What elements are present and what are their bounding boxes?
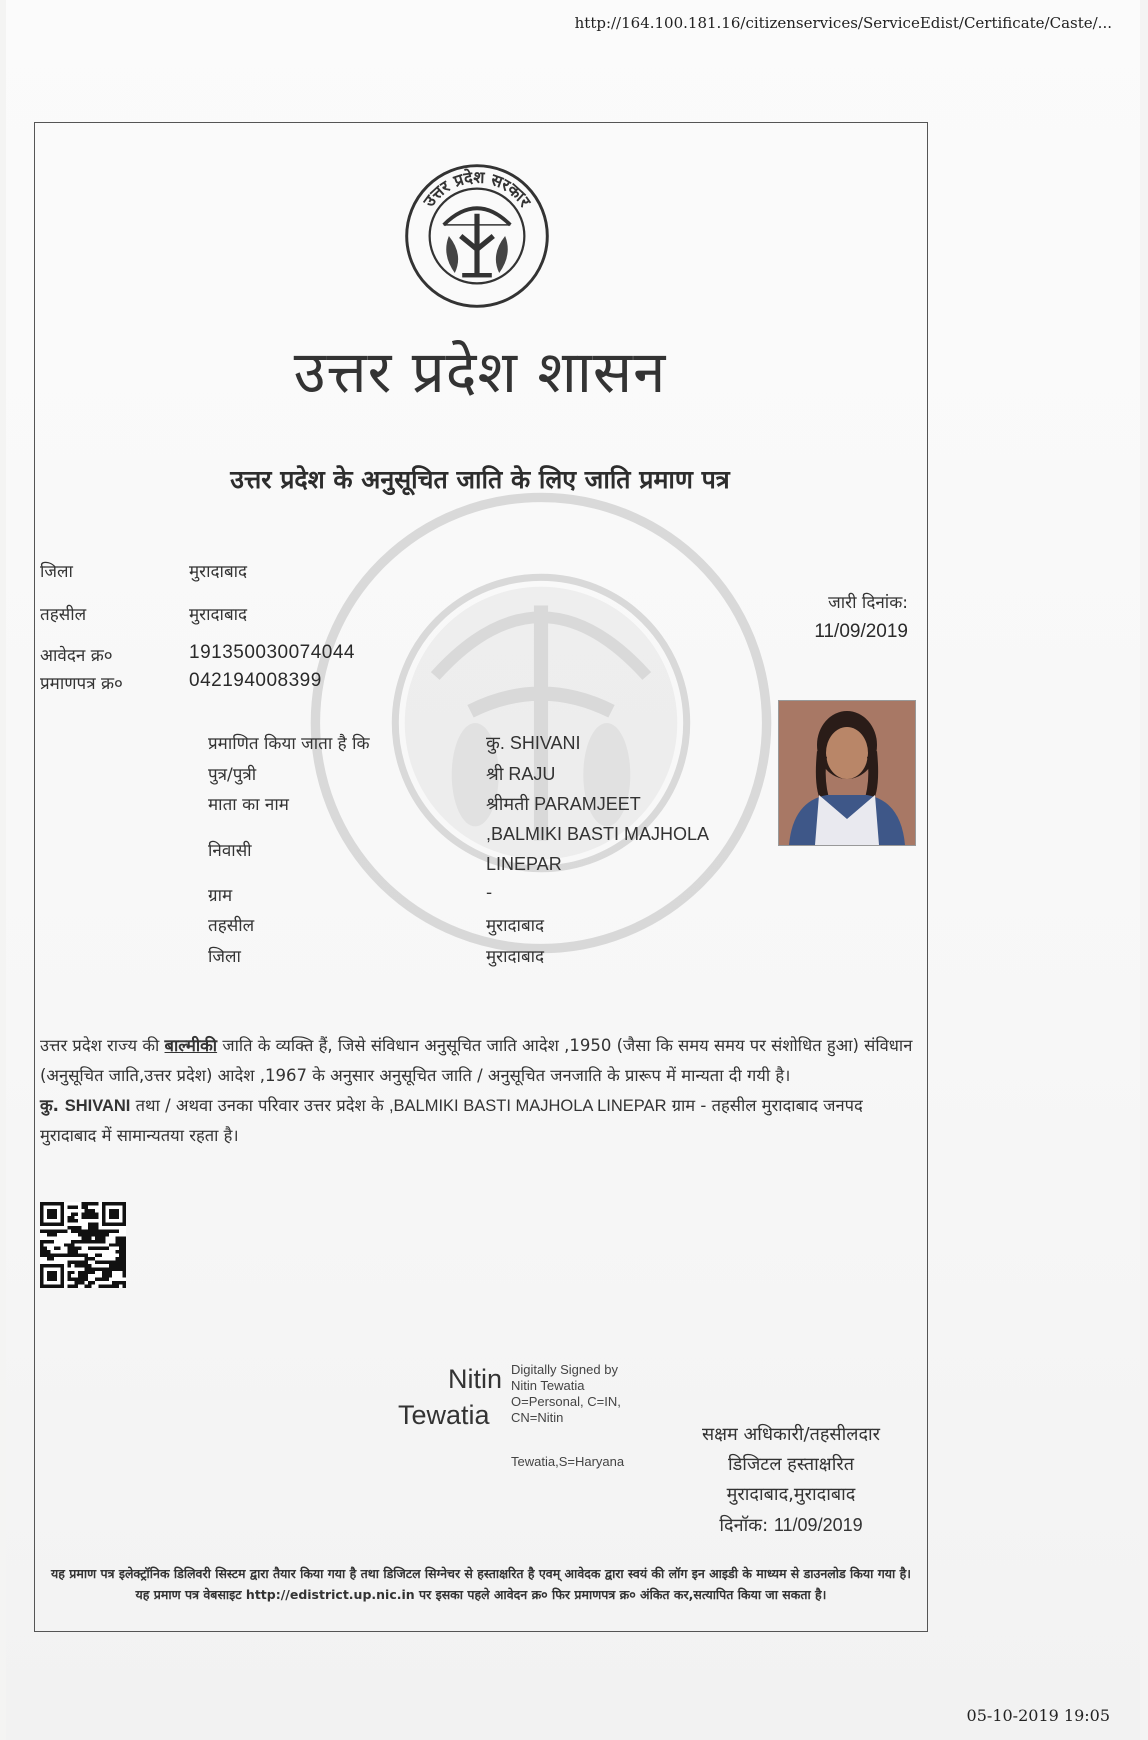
emblem-arc-text	[403, 162, 551, 310]
father-name: श्री RAJU	[486, 764, 556, 784]
issue-date-label: जारी दिनांक:	[828, 593, 908, 613]
tehsil-value: मुरादाबाद	[189, 605, 248, 625]
verification-footer: यह प्रमाण पत्र इलेक्ट्रॉनिक डिलिवरी सिस्टम द्वारा तैयार किया गया है तथा डिजिटल सिग्नेचर से हस्ताक्षरित है एवम् आवेदक द्वारा स्वयं की लॉग इन आइडी के माध्यम से डाउनलोड किया गया है। यह प्रमाण पत्र वेबसाइट http://edistrict.up.nic.in पर इसका पहले आवेदन क्र० फिर प्रमाणपत्र क्र० अंकित कर,सत्यापित किया जा सकता है।	[51, 1566, 911, 1602]
certificate-no-label: प्रमाणपत्र क्र०	[40, 674, 123, 694]
issue-date-block	[814, 590, 908, 643]
holder-district-label: जिला	[208, 947, 241, 967]
holder-tehsil-value: मुरादाबाद	[486, 916, 545, 936]
application-no-label: आवेदन क्र०	[40, 646, 113, 666]
tehsil-label: तहसील	[40, 605, 87, 625]
district-label: जिला	[40, 562, 73, 582]
body-holder-name: SHIVANI	[64, 1097, 131, 1115]
sign-note-line-3: O=Personal, C=IN,	[511, 1394, 621, 1409]
certificate-page	[6, 0, 1140, 1740]
body-text-1: उत्तर प्रदेश राज्य की	[40, 1036, 165, 1055]
applicant-photo	[778, 700, 916, 846]
header-url: http://164.100.181.16/citizenservices/ServiceEdist/Certificate/Caste/...	[574, 14, 1112, 32]
officer-designation: सक्षम अधिकारी/तहसीलदार	[701, 1424, 881, 1445]
signer-first-name: Nitin	[448, 1364, 503, 1394]
resident-address-line2: LINEPAR	[486, 854, 562, 874]
svg-text:उत्तर प्रदेश सरकार: उत्तर प्रदेश सरकार	[419, 167, 535, 211]
mother-label: माता का नाम	[208, 795, 289, 815]
resident-address-line1: ,BALMIKI BASTI MAJHOLA	[486, 824, 710, 844]
holder-tehsil-label: तहसील	[208, 916, 255, 936]
body-prefix: कु.	[40, 1096, 65, 1115]
certified-label: प्रमाणित किया जाता है कि	[208, 734, 370, 754]
officer-date-label: दिनॉक:	[719, 1515, 774, 1536]
caste-name: बाल्मीकी	[164, 1036, 218, 1055]
certificate-no-value: 042194008399	[189, 670, 322, 691]
officer-block	[646, 1420, 936, 1541]
certificate-subtitle: उत्तर प्रदेश के अनुसूचित जाति के लिए जाति प्रमाण पत्र	[230, 465, 730, 494]
officer-digital-signed: डिजिटल हस्ताक्षरित	[728, 1454, 854, 1475]
sign-note-line-2: Nitin Tewatia	[511, 1378, 585, 1393]
body-address: ,BALMIKI BASTI MAJHOLA LINEPAR	[388, 1097, 667, 1115]
mother-name: श्रीमती PARAMJEET	[486, 794, 641, 814]
body-text-2: जाति के व्यक्ति हैं, जिसे संविधान अनुसूचित जाति आदेश ,1950 (जैसा कि समय समय पर संशोधित हुआ) संविधान (अनुसूचित जाति,उत्तर प्रदेश) आदेश ,1967 के अनुसार अनुसूचित जाति / अनुसूचित जनजाति के प्रारूप में मान्यता दी गयी है।	[40, 1036, 913, 1085]
holder-district-value: मुरादाबाद	[486, 947, 545, 967]
digital-sign-note	[511, 1362, 621, 1426]
applicant-photo-icon	[779, 701, 915, 845]
sign-note-line-1: Digitally Signed by	[511, 1362, 618, 1377]
officer-date-value: 11/09/2019	[773, 1515, 863, 1535]
sign-note-last: Tewatia,S=Haryana	[511, 1454, 625, 1469]
district-value: मुरादाबाद	[189, 562, 248, 582]
resident-label: निवासी	[208, 841, 252, 861]
signer-last-name: Tewatia	[398, 1400, 490, 1430]
application-no-value: 191350030074044	[189, 642, 356, 663]
body-text-4: ग्राम - तहसील मुरादाबाद जनपद मुरादाबाद में सामान्यतया रहता है।	[40, 1096, 863, 1145]
certificate-body	[40, 1031, 920, 1151]
print-timestamp: 05-10-2019 19:05	[966, 1706, 1110, 1725]
watermark-emblem-icon	[306, 488, 776, 958]
qr-code-icon	[40, 1202, 126, 1288]
page-title: उत्तर प्रदेश शासन	[293, 338, 667, 406]
village-value: -	[486, 883, 493, 903]
father-label: पुत्र/पुत्री	[208, 765, 257, 785]
sign-note-line-4: CN=Nitin	[511, 1410, 564, 1425]
officer-location: मुरादाबाद,मुरादाबाद	[726, 1484, 856, 1505]
village-label: ग्राम	[208, 886, 233, 906]
holder-name: कु. SHIVANI	[486, 733, 581, 753]
issue-date-value: 11/09/2019	[814, 621, 908, 642]
body-text-3: तथा / अथवा उनका परिवार उत्तर प्रदेश के	[130, 1096, 389, 1115]
